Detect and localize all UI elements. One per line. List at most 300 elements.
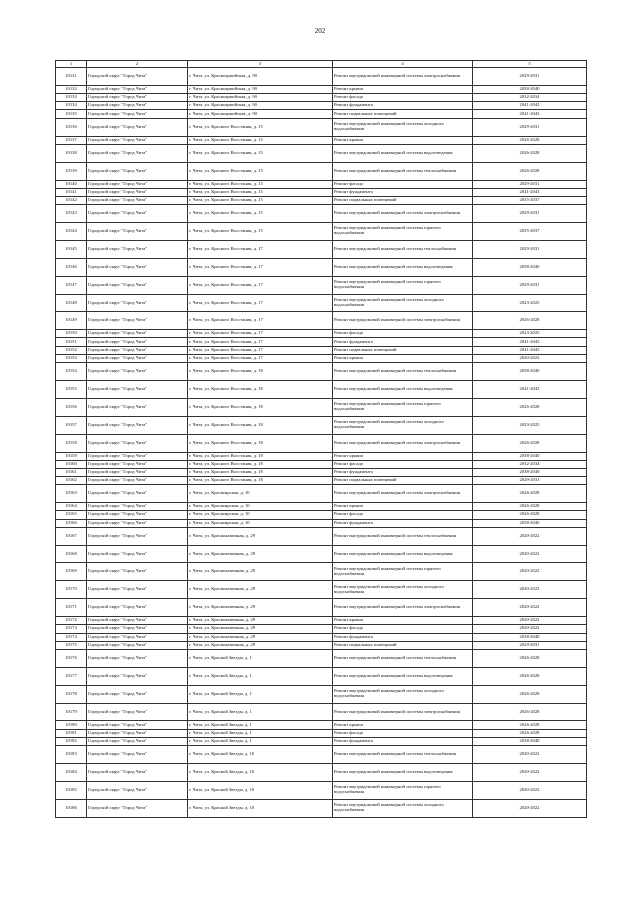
row-number-cell: 10151 — [56, 338, 87, 346]
table-row — [56, 222, 587, 240]
row-number-cell: 10157 — [56, 416, 87, 434]
row-number-cell: 10141 — [56, 188, 87, 196]
address-cell: г. Чита, ул. Красноармейская, д. 90 — [188, 110, 333, 118]
row-number-cell: 10169 — [56, 563, 87, 581]
municipality-cell: Городской округ "Город Чита" — [87, 85, 188, 93]
row-number-cell: 10167 — [56, 527, 87, 545]
address-cell: г. Чита, ул. Красноармейская, д. 90 — [188, 102, 333, 110]
address-cell: г. Чита, ул. Красного Восстания, д. 18 — [188, 398, 333, 416]
municipality-cell: Городской округ "Город Чита" — [87, 511, 188, 519]
address-cell: г. Чита, ул. Красного Восстания, д. 17 — [188, 346, 333, 354]
period-cell: 2020-2022 — [473, 581, 587, 599]
work-type-cell: Ремонт крыши — [333, 136, 473, 144]
period-cell: 2020-2022 — [473, 781, 587, 799]
work-type-cell: Ремонт фасада — [333, 511, 473, 519]
municipality-cell: Городской округ "Город Чита" — [87, 599, 188, 617]
address-cell: г. Чита, ул. Красного Восстания, д. 15 — [188, 136, 333, 144]
work-type-cell: Ремонт внутридомовой инженерной системы электроснабжения — [333, 312, 473, 330]
work-type-cell: Ремонт внутридомовой инженерной системы электроснабжения — [333, 485, 473, 503]
table-row — [56, 363, 587, 381]
period-cell: 2020-2022 — [473, 545, 587, 563]
period-cell: 2035-2037 — [473, 196, 587, 204]
work-type-cell: Ремонт внутридомовой инженерной системы электроснабжения — [333, 205, 473, 223]
period-cell: 2020-2022 — [473, 599, 587, 617]
row-number-cell: 10154 — [56, 363, 87, 381]
row-number-cell: 10175 — [56, 641, 87, 649]
work-type-cell: Ремонт внутридомовой инженерной системы теплоснабжения — [333, 363, 473, 381]
municipality-cell: Городской округ "Город Чита" — [87, 136, 188, 144]
table-row — [56, 763, 587, 781]
municipality-cell: Городской округ "Город Чита" — [87, 703, 188, 721]
table-row — [56, 188, 587, 196]
address-cell: г. Чита, ул. Краснокаменная, д. 29 — [188, 563, 333, 581]
work-type-cell: Ремонт внутридомовой инженерной системы холодного водоснабжения — [333, 294, 473, 312]
municipality-cell: Городской округ "Город Чита" — [87, 144, 188, 162]
work-type-cell: Ремонт подвальных помещений — [333, 110, 473, 118]
municipality-cell: Городской округ "Город Чита" — [87, 354, 188, 362]
period-cell: 2026-2028 — [473, 667, 587, 685]
table-row — [56, 144, 587, 162]
period-cell: 2026-2028 — [473, 312, 587, 330]
work-type-cell: Ремонт крыши — [333, 85, 473, 93]
work-type-cell: Ремонт фундамента — [333, 519, 473, 527]
municipality-cell: Городской округ "Город Чита" — [87, 416, 188, 434]
work-type-cell: Ремонт внутридомовой инженерной системы водоотведения — [333, 667, 473, 685]
municipality-cell: Городской округ "Город Чита" — [87, 363, 188, 381]
page-number: 202 — [314, 27, 326, 35]
municipality-cell: Городской округ "Город Чита" — [87, 330, 188, 338]
municipality-cell: Городской округ "Город Чита" — [87, 162, 188, 180]
municipality-cell: Городской округ "Город Чита" — [87, 258, 188, 276]
address-cell: г. Чита, ул. Красной Звезды, д. 10 — [188, 763, 333, 781]
row-number-cell: 10173 — [56, 625, 87, 633]
period-cell: 2032-2034 — [473, 460, 587, 468]
row-number-cell: 10156 — [56, 398, 87, 416]
row-number-cell: 10146 — [56, 258, 87, 276]
address-cell: г. Чита, ул. Красного Восстания, д. 17 — [188, 354, 333, 362]
row-number-cell: 10149 — [56, 312, 87, 330]
row-number-cell: 10165 — [56, 511, 87, 519]
row-number-cell: 10162 — [56, 477, 87, 485]
municipality-cell: Городской округ "Город Чита" — [87, 799, 188, 817]
table-row — [56, 511, 587, 519]
municipality-cell: Городской округ "Город Чита" — [87, 503, 188, 511]
table-row — [56, 338, 587, 346]
municipality-cell: Городской округ "Город Чита" — [87, 485, 188, 503]
table-row — [56, 162, 587, 180]
row-number-cell: 10179 — [56, 703, 87, 721]
municipality-cell: Городской округ "Город Чита" — [87, 649, 188, 667]
address-cell: г. Чита, ул. Краснокаменная, д. 29 — [188, 633, 333, 641]
table-row — [56, 625, 587, 633]
municipality-cell: Городской округ "Город Чита" — [87, 625, 188, 633]
period-cell: 2029-2031 — [473, 477, 587, 485]
table-row — [56, 380, 587, 398]
work-type-cell: Ремонт внутридомовой инженерной системы водоотведения — [333, 763, 473, 781]
work-type-cell: Ремонт фундамента — [333, 737, 473, 745]
row-number-cell: 10147 — [56, 276, 87, 294]
municipality-cell: Городской округ "Город Чита" — [87, 102, 188, 110]
row-number-cell: 10135 — [56, 110, 87, 118]
period-cell: 2041-2043 — [473, 188, 587, 196]
header-cell-5: 5 — [473, 61, 587, 68]
table-row — [56, 545, 587, 563]
table-row — [56, 398, 587, 416]
table-row — [56, 563, 587, 581]
address-cell: г. Чита, ул. Краснокаменная, д. 29 — [188, 625, 333, 633]
work-type-cell: Ремонт крыши — [333, 721, 473, 729]
period-cell: 2020-2022 — [473, 617, 587, 625]
work-type-cell: Ремонт внутридомовой инженерной системы холодного водоснабжения — [333, 416, 473, 434]
period-cell: 2029-2031 — [473, 118, 587, 136]
municipality-cell: Городской округ "Город Чита" — [87, 468, 188, 476]
row-number-cell: 10142 — [56, 196, 87, 204]
row-number-cell: 10153 — [56, 354, 87, 362]
period-cell: 2035-2037 — [473, 222, 587, 240]
address-cell: г. Чита, ул. Красного Восстания, д. 17 — [188, 294, 333, 312]
work-type-cell: Ремонт внутридомовой инженерной системы горячего водоснабжения — [333, 563, 473, 581]
work-type-cell: Ремонт подвальных помещений — [333, 641, 473, 649]
period-cell: 2029-2031 — [473, 68, 587, 86]
header-cell-3: 3 — [188, 61, 333, 68]
table-row — [56, 649, 587, 667]
municipality-cell: Городской округ "Город Чита" — [87, 460, 188, 468]
table-row — [56, 258, 587, 276]
table-row — [56, 312, 587, 330]
row-number-cell: 10132 — [56, 85, 87, 93]
municipality-cell: Городской округ "Город Чита" — [87, 346, 188, 354]
municipality-cell: Городской округ "Город Чита" — [87, 563, 188, 581]
municipality-cell: Городской округ "Город Чита" — [87, 781, 188, 799]
row-number-cell: 10158 — [56, 434, 87, 452]
address-cell: г. Чита, ул. Красного Восстания, д. 15 — [188, 162, 333, 180]
row-number-cell: 10140 — [56, 180, 87, 188]
work-type-cell: Ремонт внутридомовой инженерной системы водоотведения — [333, 144, 473, 162]
table-row — [56, 746, 587, 764]
address-cell: г. Чита, ул. Красного Восстания, д. 18 — [188, 363, 333, 381]
municipality-cell: Городской округ "Город Чита" — [87, 545, 188, 563]
address-cell: г. Чита, ул. Красного Восстания, д. 15 — [188, 180, 333, 188]
address-cell: г. Чита, ул. Красного Восстания, д. 15 — [188, 144, 333, 162]
table-row — [56, 729, 587, 737]
repair-schedule-table — [55, 60, 587, 818]
period-cell: 2029-2031 — [473, 180, 587, 188]
period-cell: 2041-2043 — [473, 338, 587, 346]
period-cell: 2020-2022 — [473, 354, 587, 362]
table-row — [56, 485, 587, 503]
work-type-cell: Ремонт крыши — [333, 503, 473, 511]
table-row — [56, 468, 587, 476]
municipality-cell: Городской округ "Город Чита" — [87, 721, 188, 729]
period-cell: 2029-2031 — [473, 240, 587, 258]
table-row — [56, 205, 587, 223]
work-type-cell: Ремонт фасада — [333, 460, 473, 468]
work-type-cell: Ремонт фасада — [333, 625, 473, 633]
address-cell: г. Чита, ул. Красной Звезды, д. 1 — [188, 649, 333, 667]
period-cell: 2023-2025 — [473, 330, 587, 338]
table-row — [56, 294, 587, 312]
row-number-cell: 10137 — [56, 136, 87, 144]
work-type-cell: Ремонт крыши — [333, 452, 473, 460]
municipality-cell: Городской округ "Город Чита" — [87, 312, 188, 330]
work-type-cell: Ремонт внутридомовой инженерной системы теплоснабжения — [333, 746, 473, 764]
period-cell: 2032-2034 — [473, 94, 587, 102]
address-cell: г. Чита, ул. Красной Звезды, д. 1 — [188, 729, 333, 737]
address-cell: г. Чита, ул. Красного Восстания, д. 18 — [188, 468, 333, 476]
row-number-cell: 10170 — [56, 581, 87, 599]
municipality-cell: Городской округ "Город Чита" — [87, 641, 188, 649]
table-row — [56, 354, 587, 362]
address-cell: г. Чита, ул. Красноярская, д. 10 — [188, 519, 333, 527]
work-type-cell: Ремонт подвальных помещений — [333, 196, 473, 204]
period-cell: 2038-2040 — [473, 258, 587, 276]
row-number-cell: 10150 — [56, 330, 87, 338]
period-cell: 2026-2028 — [473, 136, 587, 144]
row-number-cell: 10168 — [56, 545, 87, 563]
row-number-cell: 10177 — [56, 667, 87, 685]
row-number-cell: 10185 — [56, 781, 87, 799]
table-row — [56, 685, 587, 703]
municipality-cell: Городской округ "Город Чита" — [87, 196, 188, 204]
period-cell: 2041-2043 — [473, 346, 587, 354]
row-number-cell: 10159 — [56, 452, 87, 460]
municipality-cell: Городской округ "Город Чита" — [87, 222, 188, 240]
address-cell: г. Чита, ул. Красной Звезды, д. 10 — [188, 781, 333, 799]
row-number-cell: 10145 — [56, 240, 87, 258]
table-row — [56, 118, 587, 136]
work-type-cell: Ремонт крыши — [333, 354, 473, 362]
table-row — [56, 196, 587, 204]
table-row — [56, 330, 587, 338]
period-cell: 2026-2028 — [473, 729, 587, 737]
row-number-cell: 10163 — [56, 485, 87, 503]
period-cell: 2026-2028 — [473, 144, 587, 162]
municipality-cell: Городской округ "Город Чита" — [87, 380, 188, 398]
municipality-cell: Городской округ "Город Чита" — [87, 338, 188, 346]
address-cell: г. Чита, ул. Краснокаменная, д. 29 — [188, 581, 333, 599]
address-cell: г. Чита, ул. Красного Восстания, д. 18 — [188, 434, 333, 452]
period-cell: 2020-2022 — [473, 763, 587, 781]
row-number-cell: 10178 — [56, 685, 87, 703]
row-number-cell: 10144 — [56, 222, 87, 240]
period-cell: 2023-2025 — [473, 416, 587, 434]
municipality-cell: Городской округ "Город Чита" — [87, 188, 188, 196]
work-type-cell: Ремонт фасада — [333, 330, 473, 338]
period-cell: 2026-2028 — [473, 685, 587, 703]
address-cell: г. Чита, ул. Красноармейская, д. 90 — [188, 68, 333, 86]
period-cell: 2020-2022 — [473, 799, 587, 817]
municipality-cell: Городской округ "Город Чита" — [87, 94, 188, 102]
address-cell: г. Чита, ул. Красного Восстания, д. 18 — [188, 477, 333, 485]
row-number-cell: 10172 — [56, 617, 87, 625]
address-cell: г. Чита, ул. Красного Восстания, д. 18 — [188, 452, 333, 460]
work-type-cell: Ремонт внутридомовой инженерной системы теплоснабжения — [333, 162, 473, 180]
address-cell: г. Чита, ул. Красного Восстания, д. 17 — [188, 312, 333, 330]
municipality-cell: Городской округ "Город Чита" — [87, 452, 188, 460]
table-row — [56, 85, 587, 93]
work-type-cell: Ремонт внутридомовой инженерной системы горячего водоснабжения — [333, 276, 473, 294]
address-cell: г. Чита, ул. Красного Восстания, д. 17 — [188, 338, 333, 346]
address-cell: г. Чита, ул. Красной Звезды, д. 10 — [188, 799, 333, 817]
period-cell: 2026-2028 — [473, 162, 587, 180]
address-cell: г. Чита, ул. Красного Восстания, д. 15 — [188, 118, 333, 136]
table-row — [56, 527, 587, 545]
municipality-cell: Городской округ "Город Чита" — [87, 68, 188, 86]
address-cell: г. Чита, ул. Красного Восстания, д. 17 — [188, 258, 333, 276]
table-row — [56, 460, 587, 468]
address-cell: г. Чита, ул. Красного Восстания, д. 17 — [188, 330, 333, 338]
work-type-cell: Ремонт фасада — [333, 94, 473, 102]
row-number-cell: 10174 — [56, 633, 87, 641]
row-number-cell: 10171 — [56, 599, 87, 617]
table-row — [56, 581, 587, 599]
address-cell: г. Чита, ул. Краснокаменная, д. 29 — [188, 527, 333, 545]
work-type-cell: Ремонт фундамента — [333, 633, 473, 641]
municipality-cell: Городской округ "Город Чита" — [87, 294, 188, 312]
period-cell: 2038-2040 — [473, 519, 587, 527]
address-cell: г. Чита, ул. Красной Звезды, д. 1 — [188, 721, 333, 729]
header-cell-1: 1 — [56, 61, 87, 68]
work-type-cell: Ремонт внутридомовой инженерной системы холодного водоснабжения — [333, 685, 473, 703]
municipality-cell: Городской округ "Город Чита" — [87, 240, 188, 258]
period-cell: 2038-2040 — [473, 737, 587, 745]
municipality-cell: Городской округ "Город Чита" — [87, 763, 188, 781]
table-header-row — [56, 61, 587, 68]
address-cell: г. Чита, ул. Красного Восстания, д. 18 — [188, 460, 333, 468]
municipality-cell: Городской округ "Город Чита" — [87, 110, 188, 118]
address-cell: г. Чита, ул. Красного Восстания, д. 17 — [188, 276, 333, 294]
period-cell: 2041-2043 — [473, 102, 587, 110]
row-number-cell: 10131 — [56, 68, 87, 86]
period-cell: 2038-2040 — [473, 633, 587, 641]
work-type-cell: Ремонт внутридомовой инженерной системы горячего водоснабжения — [333, 398, 473, 416]
work-type-cell: Ремонт внутридомовой инженерной системы электроснабжения — [333, 68, 473, 86]
row-number-cell: 10184 — [56, 763, 87, 781]
work-type-cell: Ремонт фасада — [333, 180, 473, 188]
work-type-cell: Ремонт внутридомовой инженерной системы теплоснабжения — [333, 240, 473, 258]
period-cell: 2038-2040 — [473, 85, 587, 93]
work-type-cell: Ремонт фундамента — [333, 102, 473, 110]
work-type-cell: Ремонт подвальных помещений — [333, 477, 473, 485]
period-cell: 2029-2031 — [473, 641, 587, 649]
period-cell: 2026-2028 — [473, 398, 587, 416]
table-row — [56, 180, 587, 188]
work-type-cell: Ремонт внутридомовой инженерной системы холодного водоснабжения — [333, 581, 473, 599]
table-row — [56, 703, 587, 721]
period-cell: 2026-2028 — [473, 485, 587, 503]
table-row — [56, 276, 587, 294]
period-cell: 2029-2031 — [473, 276, 587, 294]
work-type-cell: Ремонт подвальных помещений — [333, 346, 473, 354]
table-row — [56, 477, 587, 485]
row-number-cell: 10164 — [56, 503, 87, 511]
row-number-cell: 10180 — [56, 721, 87, 729]
work-type-cell: Ремонт внутридомовой инженерной системы электроснабжения — [333, 434, 473, 452]
period-cell: 2038-2040 — [473, 468, 587, 476]
municipality-cell: Городской округ "Город Чита" — [87, 527, 188, 545]
table-row — [56, 240, 587, 258]
municipality-cell: Городской округ "Город Чита" — [87, 205, 188, 223]
row-number-cell: 10160 — [56, 460, 87, 468]
row-number-cell: 10138 — [56, 144, 87, 162]
municipality-cell: Городской округ "Город Чита" — [87, 180, 188, 188]
address-cell: г. Чита, ул. Красного Восстания, д. 18 — [188, 380, 333, 398]
row-number-cell: 10134 — [56, 102, 87, 110]
work-type-cell: Ремонт внутридомовой инженерной системы водоотведения — [333, 545, 473, 563]
table-row — [56, 136, 587, 144]
address-cell: г. Чита, ул. Красного Восстания, д. 15 — [188, 196, 333, 204]
table-row — [56, 633, 587, 641]
work-type-cell: Ремонт крыши — [333, 617, 473, 625]
header-cell-2: 2 — [87, 61, 188, 68]
row-number-cell: 10186 — [56, 799, 87, 817]
period-cell: 2023-2025 — [473, 294, 587, 312]
row-number-cell: 10166 — [56, 519, 87, 527]
period-cell: 2026-2028 — [473, 649, 587, 667]
municipality-cell: Городской округ "Город Чита" — [87, 617, 188, 625]
period-cell: 2026-2028 — [473, 434, 587, 452]
address-cell: г. Чита, ул. Красного Восстания, д. 17 — [188, 240, 333, 258]
row-number-cell: 10136 — [56, 118, 87, 136]
table-row — [56, 641, 587, 649]
work-type-cell: Ремонт внутридомовой инженерной системы водоотведения — [333, 380, 473, 398]
address-cell: г. Чита, ул. Красного Восстания, д. 15 — [188, 188, 333, 196]
municipality-cell: Городской округ "Город Чита" — [87, 633, 188, 641]
work-type-cell: Ремонт внутридомовой инженерной системы горячего водоснабжения — [333, 781, 473, 799]
row-number-cell: 10181 — [56, 729, 87, 737]
period-cell: 2029-2031 — [473, 205, 587, 223]
work-type-cell: Ремонт внутридомовой инженерной системы электроснабжения — [333, 599, 473, 617]
row-number-cell: 10182 — [56, 737, 87, 745]
row-number-cell: 10161 — [56, 468, 87, 476]
period-cell: 2026-2028 — [473, 703, 587, 721]
address-cell: г. Чита, ул. Красного Восстания, д. 18 — [188, 416, 333, 434]
municipality-cell: Городской округ "Город Чита" — [87, 729, 188, 737]
municipality-cell: Городской округ "Город Чита" — [87, 737, 188, 745]
period-cell: 2020-2022 — [473, 746, 587, 764]
address-cell: г. Чита, ул. Красноярская, д. 10 — [188, 503, 333, 511]
address-cell: г. Чита, ул. Красноармейская, д. 90 — [188, 94, 333, 102]
period-cell: 2020-2022 — [473, 563, 587, 581]
municipality-cell: Городской округ "Город Чита" — [87, 276, 188, 294]
table-row — [56, 721, 587, 729]
work-type-cell: Ремонт фасада — [333, 729, 473, 737]
work-type-cell: Ремонт внутридомовой инженерной системы теплоснабжения — [333, 649, 473, 667]
table-row — [56, 68, 587, 86]
work-type-cell: Ремонт внутридомовой инженерной системы водоотведения — [333, 258, 473, 276]
work-type-cell: Ремонт внутридомовой инженерной системы горячего водоснабжения — [333, 222, 473, 240]
row-number-cell: 10148 — [56, 294, 87, 312]
address-cell: г. Чита, ул. Красной Звезды, д. 10 — [188, 746, 333, 764]
address-cell: г. Чита, ул. Краснокаменная, д. 29 — [188, 599, 333, 617]
period-cell: 2020-2022 — [473, 625, 587, 633]
address-cell: г. Чита, ул. Краснокаменная, д. 29 — [188, 641, 333, 649]
municipality-cell: Городской округ "Город Чита" — [87, 581, 188, 599]
address-cell: г. Чита, ул. Красного Восстания, д. 15 — [188, 222, 333, 240]
address-cell: г. Чита, ул. Красной Звезды, д. 1 — [188, 737, 333, 745]
table-row — [56, 346, 587, 354]
work-type-cell: Ремонт фундамента — [333, 188, 473, 196]
period-cell: 2026-2028 — [473, 503, 587, 511]
municipality-cell: Городской округ "Город Чита" — [87, 434, 188, 452]
row-number-cell: 10152 — [56, 346, 87, 354]
address-cell: г. Чита, ул. Красной Звезды, д. 1 — [188, 685, 333, 703]
table-body — [56, 61, 587, 818]
municipality-cell: Городской округ "Город Чита" — [87, 398, 188, 416]
table-row — [56, 599, 587, 617]
address-cell: г. Чита, ул. Краснокаменная, д. 29 — [188, 545, 333, 563]
table-row — [56, 667, 587, 685]
